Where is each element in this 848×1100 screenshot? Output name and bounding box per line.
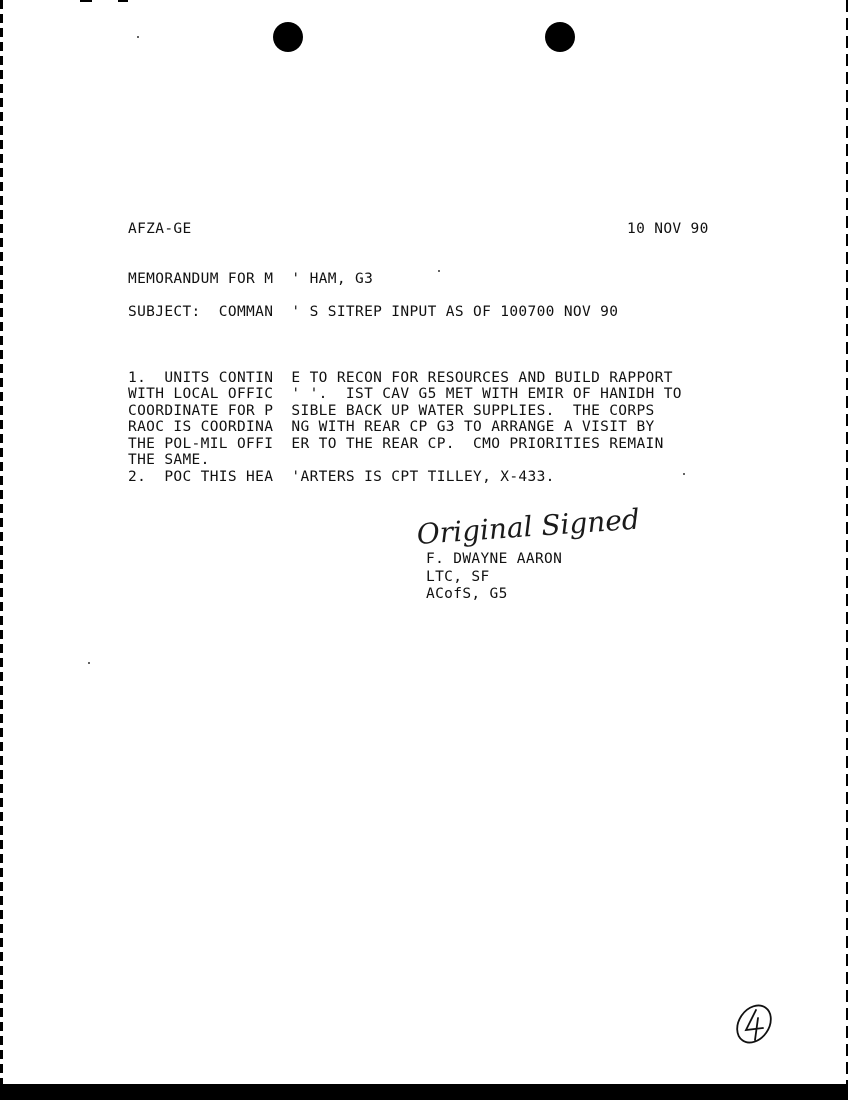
office-symbol: AFZA-GE: [128, 221, 192, 237]
paragraph-1-line: COORDINATE FOR P SIBLE BACK UP WATER SUPPLIES. THE CORPS: [128, 402, 655, 419]
paragraph-1-line: WITH LOCAL OFFIC ' '. IST CAV G5 MET WITH EMIR OF HANIDH TO: [128, 386, 682, 402]
memo-subject: SUBJECT: COMMAN ' S SITREP INPUT AS OF 100700 NOV 90: [128, 304, 619, 320]
scan-speck: [88, 662, 90, 664]
punch-hole-left: [273, 22, 303, 52]
paragraph-1-line: 1. UNITS CONTIN E TO RECON FOR RESOURCES AND BUILD RAPPORT: [128, 369, 673, 386]
scan-bottom-bar: [0, 1084, 848, 1100]
paragraph-1-line: RAOC IS COORDINA NG WITH REAR CP G3 TO ARRANGE A VISIT BY: [128, 419, 655, 435]
handwritten-signature: Original Signed: [415, 502, 641, 551]
paragraph-1-line: THE SAME.: [128, 452, 210, 468]
scan-edge-left: [0, 0, 3, 1100]
handwritten-page-number-icon: [730, 1000, 780, 1048]
signer-title: ACofS, G5: [426, 586, 508, 602]
paragraph-1: [128, 353, 682, 469]
memo-date: 10 NOV 90: [627, 221, 709, 237]
scan-top-mark: [80, 0, 92, 2]
scan-speck: [683, 473, 685, 475]
scan-speck: [137, 36, 139, 38]
punch-hole-right: [545, 22, 575, 52]
paragraph-2: 2. POC THIS HEA 'ARTERS IS CPT TILLEY, X-433.: [128, 469, 555, 485]
signer-rank: LTC, SF: [426, 569, 490, 585]
memorandum-for: MEMORANDUM FOR M ' HAM, G3: [128, 271, 374, 287]
signer-name: F. DWAYNE AARON: [426, 551, 563, 567]
paragraph-1-line: THE POL-MIL OFFI ER TO THE REAR CP. CMO PRIORITIES REMAIN: [128, 435, 664, 452]
scan-top-mark: [118, 0, 128, 2]
scan-speck: [438, 270, 440, 272]
